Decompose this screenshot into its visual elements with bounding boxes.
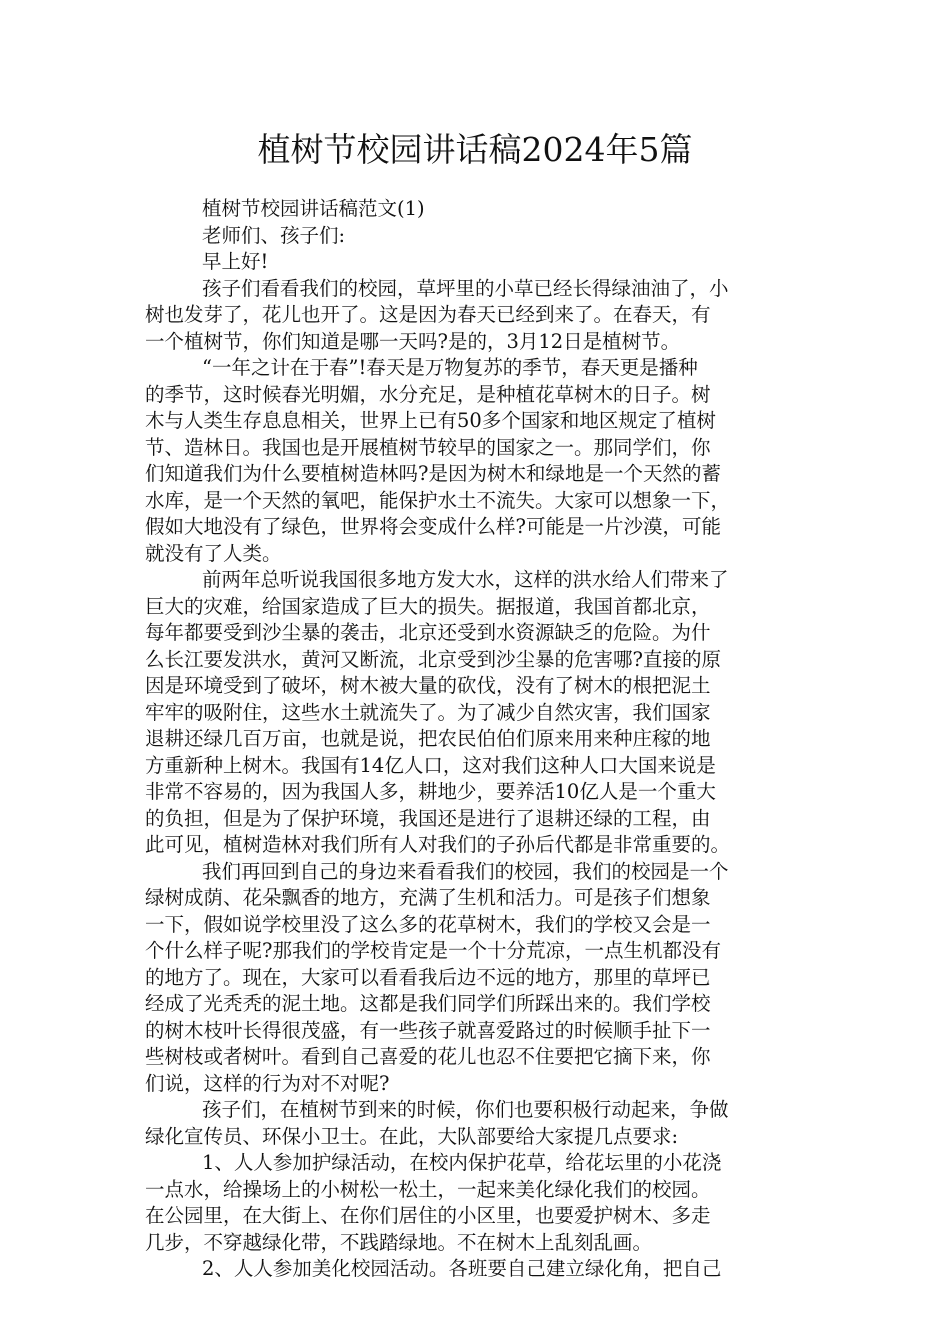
body-line: 一下，假如说学校里没了这么多的花草树木，我们的学校又会是一 xyxy=(145,912,711,936)
body-line: 植树节校园讲话稿范文(1) xyxy=(202,197,425,220)
body-line: 因是环境受到了破坏，树木被大量的砍伐，没有了树木的根把泥土 xyxy=(145,674,711,697)
body-line: “一年之计在于春”!春天是万物复苏的季节，春天更是播种 xyxy=(202,356,698,379)
body-line: 一点水，给操场上的小树松一松土，一起来美化绿化我们的校园。 xyxy=(145,1177,711,1201)
body-line: 在公园里，在大街上、在你们居住的小区里，也要爱护树木、多走 xyxy=(145,1204,711,1227)
body-line: 1、人人参加护绿活动，在校内保护花草，给花坛里的小花浇 xyxy=(202,1151,722,1174)
body-line: 们知道我们为什么要植树造林吗?是因为树木和绿地是一个天然的蓄 xyxy=(145,462,721,485)
body-line: 就没有了人类。 xyxy=(145,541,282,565)
body-line: 非常不容易的，因为我国人多，耕地少，要养活10亿人是一个重大 xyxy=(145,780,716,803)
body-line: 绿树成荫、花朵飘香的地方，充满了生机和活力。可是孩子们想象 xyxy=(145,886,711,909)
body-line: 巨大的灾难，给国家造成了巨大的损失。据报道，我国首都北京， xyxy=(145,594,711,618)
body-line: 一个植树节，你们知道是哪一天吗?是的，3月12日是植树节。 xyxy=(145,329,681,353)
body-line: 假如大地没有了绿色，世界将会变成什么样?可能是一片沙漠，可能 xyxy=(145,515,721,538)
body-line: 树也发芽了，花儿也开了。这是因为春天已经到来了。在春天，有 xyxy=(145,303,711,326)
document-body xyxy=(145,196,813,1283)
body-line: 的季节，这时候春光明媚，水分充足，是种植花草树木的日子。树 xyxy=(145,382,711,406)
body-line: 退耕还绿几百万亩，也就是说，把农民伯伯们原来用来种庄稼的地 xyxy=(145,727,711,750)
body-line: 2、人人参加美化校园活动。各班要自己建立绿化角，把自己 xyxy=(202,1257,722,1280)
body-line: 节、造林日。我国也是开展植树节较早的国家之一。那同学们，你 xyxy=(145,435,711,459)
body-line: 此可见，植树造林对我们所有人对我们的子孙后代都是非常重要的。 xyxy=(145,833,731,856)
body-line: 们说，这样的行为对不对呢? xyxy=(145,1071,390,1095)
body-line: 么长江要发洪水，黄河又断流，北京受到沙尘暴的危害哪?直接的原 xyxy=(145,647,721,671)
body-line: 我们再回到自己的身边来看看我们的校园，我们的校园是一个 xyxy=(202,859,729,883)
body-line: 早上好! xyxy=(202,250,269,273)
body-line: 前两年总听说我国很多地方发大水，这样的洪水给人们带来了 xyxy=(202,568,729,591)
body-line: 几步，不穿越绿化带，不践踏绿地。不在树木上乱刻乱画。 xyxy=(145,1230,653,1254)
body-line: 老师们、孩子们: xyxy=(202,223,346,247)
body-line: 牢牢的吸附住，这些水土就流失了。为了减少自然灾害，我们国家 xyxy=(145,700,711,724)
document-title: 植树节校园讲话稿2024年5篇 xyxy=(257,130,693,169)
body-line: 木与人类生存息息相关，世界上已有50多个国家和地区规定了植树 xyxy=(145,409,716,432)
body-line: 孩子们，在植树节到来的时候，你们也要积极行动起来，争做 xyxy=(202,1098,729,1121)
body-line: 水库，是一个天然的氧吧，能保护水土不流失。大家可以想象一下， xyxy=(145,488,731,512)
body-line: 孩子们看看我们的校园，草坪里的小草已经长得绿油油了，小 xyxy=(202,276,729,300)
body-line: 的树木枝叶长得很茂盛，有一些孩子就喜爱路过的时候顺手扯下一 xyxy=(145,1018,711,1042)
body-line: 每年都要受到沙尘暴的袭击，北京还受到水资源缺乏的危险。为什 xyxy=(145,621,711,644)
body-line: 些树枝或者树叶。看到自己喜爱的花儿也忍不住要把它摘下来，你 xyxy=(145,1045,711,1068)
body-line: 个什么样子呢?那我们的学校肯定是一个十分荒凉，一点生机都没有 xyxy=(145,939,721,962)
body-line: 绿化宣传员、环保小卫士。在此，大队部要给大家提几点要求: xyxy=(145,1124,679,1148)
body-line: 的地方了。现在，大家可以看看我后边不远的地方，那里的草坪已 xyxy=(145,965,711,989)
body-line: 方重新种上树木。我国有14亿人口，这对我们这种人口大国来说是 xyxy=(145,753,716,777)
body-line: 的负担，但是为了保护环境，我国还是进行了退耕还绿的工程，由 xyxy=(145,806,711,830)
body-line: 经成了光秃秃的泥土地。这都是我们同学们所踩出来的。我们学校 xyxy=(145,992,711,1015)
